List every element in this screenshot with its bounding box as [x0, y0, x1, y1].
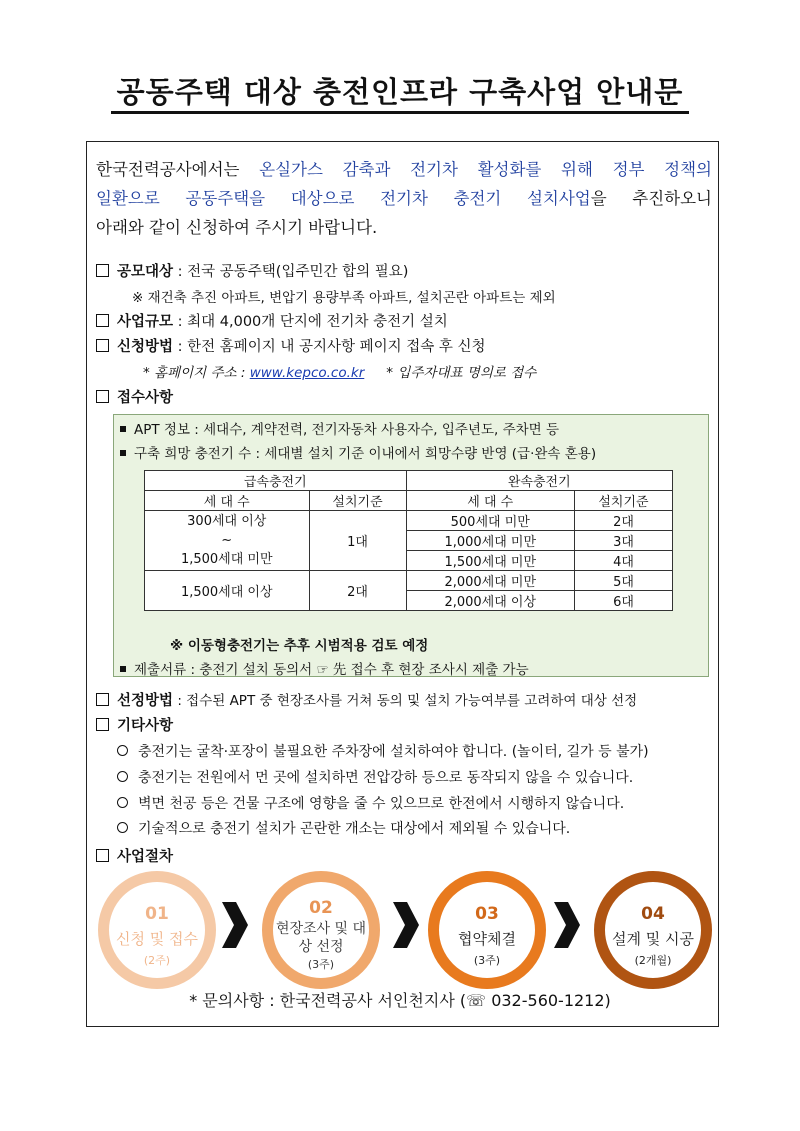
bullet-icon: [120, 426, 126, 432]
col-households: 세 대 수: [406, 491, 574, 511]
fast-row-2: 1,500세대 이상: [145, 571, 310, 611]
method-item: 신청방법 : 한전 홈페이지 내 공지사항 페이지 접속 후 신청: [96, 335, 486, 356]
slow-row: 500세대 미만: [406, 511, 574, 531]
other-line-1: 충전기는 굴착·포장이 불필요한 주차장에 설치하여야 합니다. (놀이터, 길가 등 불가): [117, 741, 649, 761]
chevron-right-icon: [552, 900, 582, 950]
chevron-right-icon: [391, 900, 421, 950]
slow-row-standard: 4대: [574, 551, 672, 571]
col-standard: 설치기준: [574, 491, 672, 511]
charger-standard-table: [144, 470, 673, 611]
page-title: 공동주택 대상 충전인프라 구축사업 안내문: [0, 70, 800, 111]
checkbox-icon: [96, 718, 109, 731]
checkbox-icon: [96, 314, 109, 327]
circle-bullet-icon: [117, 797, 128, 808]
scale-item: 사업규모 : 최대 4,000개 단지에 전기차 충전기 설치: [96, 310, 448, 331]
circle-bullet-icon: [117, 745, 128, 756]
slow-charger-header: 완속충전기: [406, 471, 672, 491]
procedure-item: 사업절차: [96, 845, 173, 866]
bullet-icon: [120, 666, 126, 672]
other-item: 기타사항: [96, 714, 173, 735]
homepage-line: * 홈페이지 주소 : www.kepco.co.kr * 입주자대표 명의로 접수: [143, 365, 537, 381]
col-households: 세 대 수: [145, 491, 310, 511]
receipt-item: 접수사항: [96, 386, 173, 407]
col-standard: 설치기준: [309, 491, 406, 511]
slow-row: 2,000세대 미만: [406, 571, 574, 591]
intro-highlight-2: 일환으로 공동주택을 대상으로 전기차 충전기 설치사업: [96, 189, 591, 208]
checkbox-icon: [96, 339, 109, 352]
slow-row-standard: 3대: [574, 531, 672, 551]
step-1: 01 신청 및 접수 (2주): [98, 871, 216, 989]
intro-paragraph: 한국전력공사에서는 온실가스 감축과 전기차 활성화를 위해 정부 정책의 일환으로 공동주택을 대상으로 전기차 충전기 설치사업을 추진하오니 아래와 같이 신청하여 주시기 바랍니다.: [96, 160, 712, 237]
fast-row-1: 300세대 이상 ~ 1,500세대 미만: [145, 511, 310, 571]
circle-bullet-icon: [117, 771, 128, 782]
checkbox-icon: [96, 693, 109, 706]
step-2: 02 현장조사 및 대상 선정 (3주): [262, 871, 380, 989]
chevron-right-icon: [220, 900, 250, 950]
target-item: 공모대상 : 전국 공동주택(입주민간 합의 필요): [96, 260, 408, 281]
receipt-bullet-2: 구축 희망 충전기 수 : 세대별 설치 기준 이내에서 희망수량 반영 (급·완속 혼용): [120, 442, 596, 462]
homepage-link[interactable]: www.kepco.co.kr: [249, 365, 365, 381]
circle-bullet-icon: [117, 822, 128, 833]
slow-row-standard: 6대: [574, 591, 672, 611]
step-4: 04 설계 및 시공 (2개월): [594, 871, 712, 989]
fast-row-2-standard: 2대: [309, 571, 406, 611]
target-note: ※ 재건축 추진 아파트, 변압기 용량부족 아파트, 설치곤란 아파트는 제외: [132, 290, 556, 306]
select-item: 선정방법 : 접수된 APT 중 현장조사를 거쳐 동의 및 설치 가능여부를 고려하여 대상 선정: [96, 689, 637, 710]
step-3: 03 협약체결 (3주): [428, 871, 546, 989]
other-line-2: 충전기는 전원에서 먼 곳에 설치하면 전압강하 등으로 동작되지 않을 수 있습니다.: [117, 767, 633, 787]
slow-row: 1,000세대 미만: [406, 531, 574, 551]
other-line-3: 벽면 천공 등은 건물 구조에 영향을 줄 수 있으므로 한전에서 시행하지 않습니다.: [117, 793, 624, 813]
mobile-charger-note: ※ 이동형충전기는 추후 시범적용 검토 예정: [170, 638, 429, 654]
contact-line: * 문의사항 : 한국전력공사 서인천지사 (☏ 032-560-1212): [189, 991, 611, 1010]
other-line-4: 기술적으로 충전기 설치가 곤란한 개소는 대상에서 제외될 수 있습니다.: [117, 818, 570, 838]
slow-row-standard: 2대: [574, 511, 672, 531]
intro-highlight-1: 온실가스 감축과 전기차 활성화를 위해 정부 정책의: [259, 160, 712, 179]
receipt-bullet-3: 제출서류 : 충전기 설치 동의서 ☞ 先 접수 후 현장 조사시 제출 가능: [120, 658, 529, 678]
fast-charger-header: 급속충전기: [145, 471, 407, 491]
bullet-icon: [120, 450, 126, 456]
checkbox-icon: [96, 390, 109, 403]
fast-row-1-standard: 1대: [309, 511, 406, 571]
checkbox-icon: [96, 849, 109, 862]
slow-row: 1,500세대 미만: [406, 551, 574, 571]
receipt-bullet-1: APT 정보 : 세대수, 계약전력, 전기자동차 사용자수, 입주년도, 주차면 등: [120, 418, 559, 438]
slow-row-standard: 5대: [574, 571, 672, 591]
slow-row: 2,000세대 이상: [406, 591, 574, 611]
checkbox-icon: [96, 264, 109, 277]
